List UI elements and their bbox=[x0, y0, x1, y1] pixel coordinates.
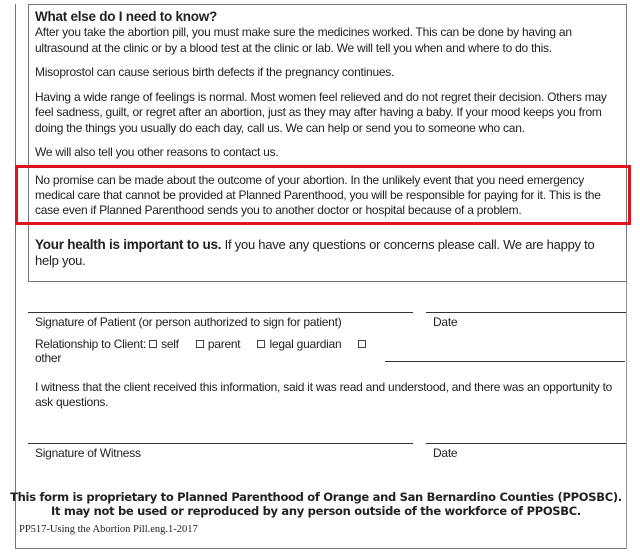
other-relationship-line[interactable] bbox=[385, 337, 625, 362]
patient-signature-row bbox=[28, 312, 626, 329]
witness-signature-row bbox=[28, 443, 626, 460]
footer-proprietary: This form is proprietary to Planned Parenthood of Orange and San Bernardino Counties (PPOSBC). bbox=[10, 489, 622, 504]
option-legal-guardian[interactable]: legal guardian bbox=[257, 337, 341, 351]
option-self[interactable]: self bbox=[149, 337, 179, 351]
form-code: PP517-Using the Abortion Pill.eng.1-2017 bbox=[19, 523, 198, 535]
paragraph-health bbox=[35, 237, 620, 269]
checkbox-icon[interactable] bbox=[196, 340, 204, 348]
witness-signature-field[interactable] bbox=[28, 443, 413, 460]
paragraph-no-promise: No promise can be made about the outcome of your abortion. In the unlikely event that you need emergency medical care that cannot be provided at Planned Parenthood, you will be responsible for paying for it. This is the case even if Planned Parenthood sends you to another doctor or hospital because of a problem. bbox=[35, 172, 601, 217]
checkbox-icon[interactable] bbox=[358, 340, 366, 348]
highlight-box bbox=[15, 165, 631, 225]
checkbox-icon[interactable] bbox=[257, 340, 265, 348]
health-text: If you have any questions or concerns please call. We are happy to help you. bbox=[35, 236, 595, 268]
patient-signature-label: Signature of Patient (or person authorized to sign for patient) bbox=[35, 314, 342, 329]
relationship-label: Relationship to Client: bbox=[35, 336, 146, 351]
health-bold: Your health is important to us. bbox=[35, 236, 222, 252]
relationship-row bbox=[35, 337, 626, 366]
paragraph-feelings: Having a wide range of feelings is normal. Most women feel relieved and do not regret their decision. Others may feel sadness, guilt, or regret after an abortion, just as they may after having a baby. If your mood keeps you from doing the things you usually do each day, call us. We can help or send you to someone who can. bbox=[35, 89, 607, 135]
witness-date-label: Date bbox=[433, 445, 458, 460]
witness-signature-label: Signature of Witness bbox=[35, 445, 141, 460]
patient-date-label: Date bbox=[433, 314, 458, 329]
checkbox-icon[interactable] bbox=[149, 340, 157, 348]
page bbox=[10, 4, 627, 549]
paragraph-contact: We will also tell you other reasons to contact us. bbox=[35, 145, 279, 159]
paragraph-followup: After you take the abortion pill, you must make sure the medicines worked. This can be done by having an ultrasound at the clinic or by a blood test at the clinic or lab. We will tell you when and where to do this. bbox=[35, 25, 572, 55]
patient-date-field[interactable] bbox=[426, 312, 626, 329]
paragraph-birth-defects: Misoprostol can cause serious birth defects if the pregnancy continues. bbox=[35, 65, 395, 79]
footer-restriction: It may not be used or reproduced by any person outside of the workforce of PPOSBC. bbox=[51, 503, 581, 518]
witness-statement: I witness that the client received this information, said it was read and understood, and there was an opportunity to ask questions. bbox=[35, 379, 613, 409]
info-box bbox=[28, 4, 627, 282]
section-heading: What else do I need to know? bbox=[35, 9, 218, 24]
witness-date-field[interactable] bbox=[426, 443, 626, 460]
option-parent[interactable]: parent bbox=[196, 337, 241, 351]
patient-signature-field[interactable] bbox=[28, 312, 413, 329]
option-other[interactable]: other bbox=[35, 337, 370, 366]
